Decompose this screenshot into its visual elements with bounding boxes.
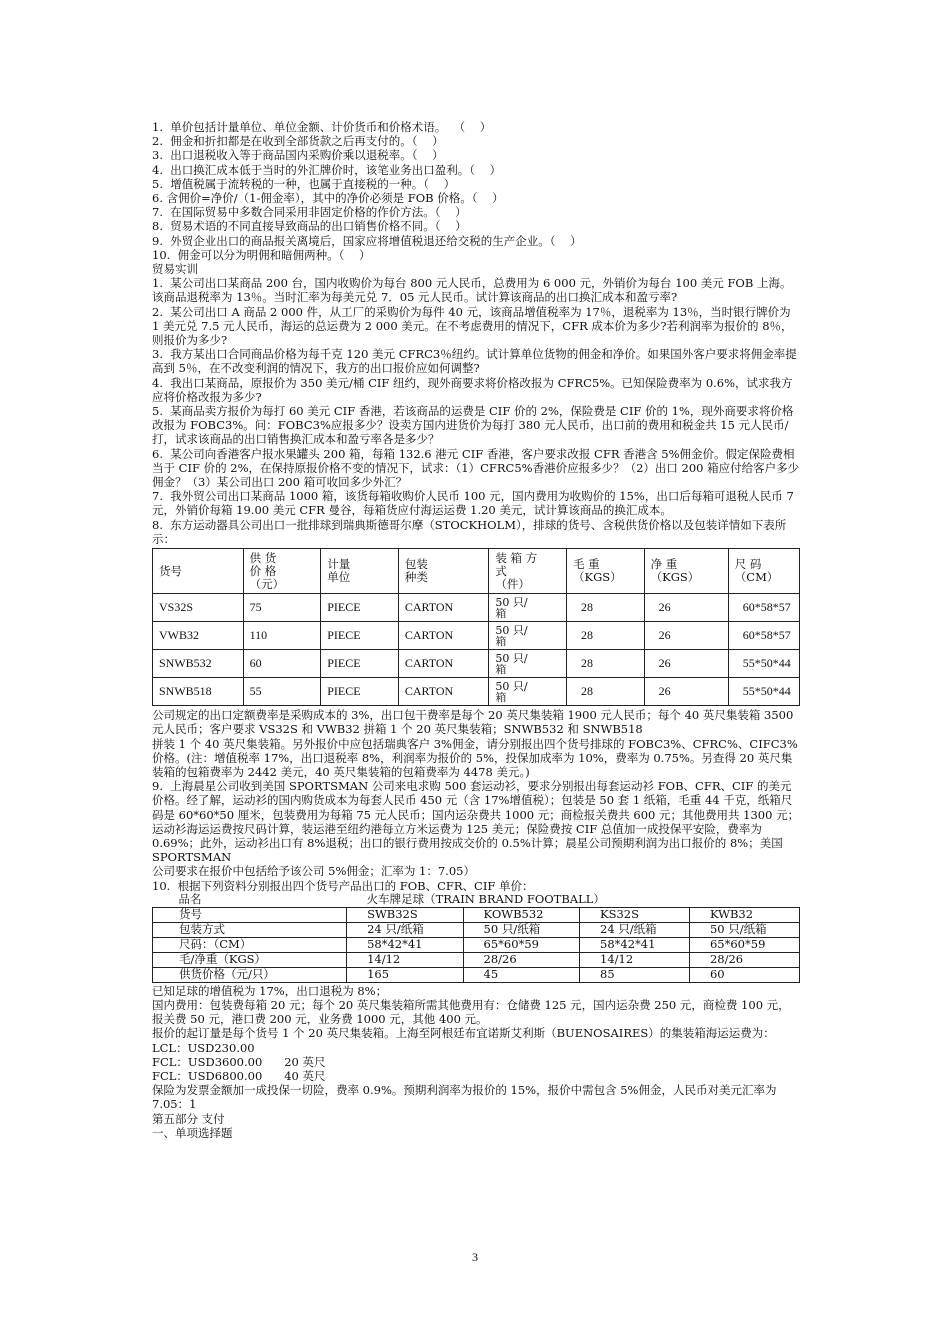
text-line: 第五部分 支付 bbox=[152, 1111, 225, 1126]
table-cell: PIECE bbox=[321, 678, 399, 706]
table-cell: 60 bbox=[243, 650, 321, 678]
text-line: 6. 含佣价=净价/（1-佣金率），其中的净价必须是 FOB 价格。（ ） bbox=[152, 191, 504, 206]
text-line: 8. 贸易术语的不同直接导致商品的出口销售价格不同。（ ） bbox=[152, 219, 467, 234]
table-cell: 65*60*59 bbox=[463, 937, 579, 952]
text-line: 拼装 1 个 40 英尺集装箱。另外报价中应包括瑞典客户 3%佣金，请分别报出四个货号排球的 FOBC3%、CFRC%、CIFC3%价格。(注：增值税率 17%，出口退税率 8%，利润率为报价的 5%，投保加成率为 10%，费率为 0.75%。另查得 20 英尺集装箱的包箱费率为 2442 美元，40 英尺集装箱的包箱费率为 4478 美元。) bbox=[152, 736, 798, 779]
table-row bbox=[153, 922, 800, 937]
table-cell: 28 bbox=[567, 678, 645, 706]
table-cell: 55 bbox=[243, 678, 321, 706]
text-line: 报价的起订量是每个货号 1 个 20 英尺集装箱。上海至阿根廷布宜诺斯艾利斯（BUENOSAIRES）的集装箱海运运费为： bbox=[152, 1026, 775, 1041]
table-cell: 45 bbox=[463, 967, 579, 982]
table-header-cell: 供 货 价 格 （元） bbox=[243, 549, 321, 594]
table-cell: CARTON bbox=[398, 678, 489, 706]
text-line: 3. 出口退税收入等于商品国内采购价乘以退税率。（ ） bbox=[152, 148, 444, 163]
table-header-cell: 包装 种类 bbox=[398, 549, 489, 594]
table-cell: 26 bbox=[644, 650, 728, 678]
text-line: FCL：USD6800.00 40 英尺 bbox=[152, 1068, 326, 1083]
text-line: 2. 某公司出口 A 商品 2 000 件，从工厂的采购价为每件 40 元，该商品增值税率为 17％，退税率为 13％，当时银行牌价为 1 美元兑 7.5 元人民币，海运的总运费为 2 000 美元。在不考虑费用的情况下，CFR 成本价为多少?若利润率为报价的 8％，则报价为多少? bbox=[152, 304, 795, 348]
text-line: 5. 增值税属于流转税的一种，也属于直接税的一种。（ ） bbox=[152, 176, 456, 191]
table-cell: CARTON bbox=[398, 594, 489, 622]
table-cell: 50 只/ 箱 bbox=[489, 650, 567, 678]
table-header-cell: 货号 bbox=[153, 549, 244, 594]
document-page bbox=[152, 120, 800, 1140]
table-row bbox=[153, 952, 800, 967]
table-cell: 60 bbox=[689, 967, 799, 982]
table-header-cell: 装 箱 方 式 （件） bbox=[489, 549, 567, 594]
table-cell: VS32S bbox=[153, 594, 244, 622]
table-cell: 55*50*44 bbox=[728, 650, 799, 678]
table-header-cell: 计量 单位 bbox=[321, 549, 399, 594]
table-row bbox=[153, 650, 800, 678]
table-cell: 14/12 bbox=[580, 952, 690, 967]
table-cell: 24 只/纸箱 bbox=[347, 922, 463, 937]
text-line: 已知足球的增值税为 17%，出口退税为 8%； bbox=[152, 983, 388, 998]
table-row bbox=[153, 622, 800, 650]
table-cell: 26 bbox=[644, 622, 728, 650]
table-header-cell: 尺 码 （CM） bbox=[728, 549, 799, 594]
table-cell: 85 bbox=[580, 967, 690, 982]
text-line: 公司要求在报价中包括给予该公司 5%佣金；汇率为 1：7.05） bbox=[152, 864, 475, 879]
table-cell: CARTON bbox=[398, 650, 489, 678]
text-line: 9. 上海晨星公司收到美国 SPORTSMAN 公司来电求购 500 套运动衫，要求分别报出每套运动衫 FOB、CFR、CIF 的美元价格。经了解，运动衫的国内购货成本为每套人民币 450 元（含 17%增值税）；包装是 50 套 1 纸箱，毛重 44 千克，纸箱尺码是 60*60*50 厘米，包装费用为每箱 75 元人民币；国内运杂费共 1000 元；商检报关费共 600 元；其他费用共 1300 元；运动衫海运运费按尺码计算，装运港至纽约港每立方米运费为 125 美元；保险费按 CIF 总值加一成投保平安险，费率为 0.69%；此外，运动衫出口有 8%退税；出口的银行费用按成交价的 0.5%计算；晨星公司预期利润为出口报价的 8%；美国 SPORTSMAN bbox=[152, 779, 800, 865]
questions-block-c bbox=[152, 984, 800, 1140]
text-line: 5. 某商品卖方报价为每打 60 美元 CIF 香港，若该商品的运费是 CIF 价的 2%，保险费是 CIF 价的 1%，现外商要求将价格改报为 FOBC3%。问：FOBC3%应报多少？设卖方国内进货价为每打 380 元人民币，出口前的费用和税金共 15 元人民币/打，试求该商品的出口销售换汇成本和盈亏率各是多少？ bbox=[152, 404, 794, 447]
table-cell: 50 只/纸箱 bbox=[689, 922, 799, 937]
table-cell: 50 只/ 箱 bbox=[489, 594, 567, 622]
table-cell: 包装方式 bbox=[153, 922, 347, 937]
text-line: 保险为发票金额加一成投保一切险，费率 0.9%。预期利润率为报价的 15%，报价中需包含 5%佣金，人民币对美元汇率为 7.05：1 bbox=[152, 1083, 781, 1112]
table-cell: 65*60*59 bbox=[689, 937, 799, 952]
table-cell: SWB32S bbox=[347, 907, 463, 922]
table-row bbox=[153, 937, 800, 952]
table-cell: 58*42*41 bbox=[347, 937, 463, 952]
football-spec-table bbox=[152, 893, 800, 983]
table-cell: 60*58*57 bbox=[728, 594, 799, 622]
table-cell: KS32S bbox=[580, 907, 690, 922]
text-line: 7. 我外贸公司出口某商品 1000 箱，该货每箱收购价人民币 100 元，国内费用为收购价的 15%，出口后每箱可退税人民币 7 元，外销价每箱 19.00 美元 CFR 曼谷，每箱货应付海运运费 1.20 美元，试计算该商品的换汇成本。 bbox=[152, 489, 798, 518]
table-cell: PIECE bbox=[321, 650, 399, 678]
table-cell: 28 bbox=[567, 622, 645, 650]
table-row bbox=[153, 678, 800, 706]
table-row bbox=[153, 594, 800, 622]
questions-block-a bbox=[152, 120, 800, 546]
table-header-cell: 毛 重 （KGS） bbox=[567, 549, 645, 594]
table-cell: 110 bbox=[243, 622, 321, 650]
table-cell: 供货价格（元/只） bbox=[153, 967, 347, 982]
text-line: 10. 佣金可以分为明佣和暗佣两种。（ ） bbox=[152, 247, 371, 262]
text-line: 2. 佣金和折扣都是在收到全部货款之后再支付的。（ ） bbox=[152, 134, 444, 149]
text-line: 8. 东方运动器具公司出口一批排球到瑞典斯德哥尔摩（STOCKHOLM），排球的货号、含税供货价格以及包装详情如下表所示： bbox=[152, 517, 787, 546]
text-line: 1. 某公司出口某商品 200 台，国内收购价为每台 800 元人民币，总费用为 6 000 元，外销价为每台 100 美元 FOB 上海。该商品退税率为 13％。当时汇率为每美元兑 7．05 元人民币。试计算该商品的出口换汇成本和盈亏率? bbox=[152, 276, 792, 305]
table-cell: 58*42*41 bbox=[580, 937, 690, 952]
table-cell: PIECE bbox=[321, 622, 399, 650]
table-row bbox=[153, 893, 800, 908]
table-cell: PIECE bbox=[321, 594, 399, 622]
text-line: 6. 某公司向香港客户报水果罐头 200 箱，每箱 132.6 港元 CIF 香港，客户要求改报 CFR 香港含 5%佣金价。假定保险费相当于 CIF 价的 2%，在保持原报价格不变的情况下，试求：（1）CFRC5%香港价应报多少？（2）出口 200 箱应付给客户多少佣金？（3）某公司出口 200 箱可收回多少外汇？ bbox=[152, 446, 800, 490]
table-cell: 60*58*57 bbox=[728, 622, 799, 650]
table-cell: 28/26 bbox=[689, 952, 799, 967]
table-cell: 28/26 bbox=[463, 952, 579, 967]
table-cell: 50 只/ 箱 bbox=[489, 622, 567, 650]
text-line: 国内费用：包装费每箱 20 元；每个 20 英尺集装箱所需其他费用有：仓储费 125 元，国内运杂费 250 元，商检费 100 元，报关费 50 元，港口费 200 元，业务费 1000 元，其他 400 元。 bbox=[152, 997, 790, 1027]
text-line: 9. 外贸企业出口的商品报关离境后，国家应将增值税退还给交税的生产企业。（ ） bbox=[152, 233, 582, 248]
table-row bbox=[153, 967, 800, 982]
table-cell: 55*50*44 bbox=[728, 678, 799, 706]
table-header-cell: 净 重 （KGS） bbox=[644, 549, 728, 594]
text-line: 1. 单价包括计量单位、单位金额、计价货币和价格术语。 （ ） bbox=[152, 120, 492, 134]
text-line: 一、单项选择题 bbox=[152, 1125, 233, 1140]
table-cell: 26 bbox=[644, 594, 728, 622]
questions-block-b bbox=[152, 708, 800, 893]
table-cell: 火车牌足球（TRAIN BRAND FOOTBALL） bbox=[347, 893, 800, 908]
table-cell: SNWB532 bbox=[153, 650, 244, 678]
volleyball-spec-table bbox=[152, 548, 800, 706]
table-cell: 14/12 bbox=[347, 952, 463, 967]
table-cell: 26 bbox=[644, 678, 728, 706]
table-cell: 毛/净重（KGS） bbox=[153, 952, 347, 967]
text-line: 3. 我方某出口合同商品价格为每千克 120 美元 CFRC3％纽约。试计算单位货物的佣金和净价。如果国外客户要求将佣金率提高到 5％，在不改变利润的情况下，我方的出口报价应如何调整? bbox=[152, 347, 797, 376]
table-cell: 165 bbox=[347, 967, 463, 982]
table-cell: 货号 bbox=[153, 907, 347, 922]
text-line: 4. 我出口某商品，原报价为 350 美元/桶 CIF 纽约，现外商要求将价格改报为 CFRC5%。已知保险费率为 0.6%，试求我方应将价格改报为多少? bbox=[152, 375, 793, 404]
table-cell: 75 bbox=[243, 594, 321, 622]
text-line: 贸易实训 bbox=[152, 262, 198, 277]
table-cell: SNWB518 bbox=[153, 678, 244, 706]
text-line: 4. 出口换汇成本低于当时的外汇牌价时，该笔业务出口盈利。（ ） bbox=[152, 162, 502, 177]
table-cell: VWB32 bbox=[153, 622, 244, 650]
table-cell: 28 bbox=[567, 594, 645, 622]
text-line: 公司规定的出口定额费率是采购成本的 3%，出口包干费率是每个 20 英尺集装箱 1900 元人民币；每个 40 英尺集装箱 3500 元人民币；客户要求 VS32S 和 VWB32 拼箱 1 个 20 英尺集装箱；SNWB532 和 SNWB518 bbox=[152, 708, 797, 737]
table-cell: CARTON bbox=[398, 622, 489, 650]
table-cell: 28 bbox=[567, 650, 645, 678]
table-cell: 尺码：（CM） bbox=[153, 937, 347, 952]
table-cell: 品名 bbox=[153, 893, 347, 908]
text-line: FCL：USD3600.00 20 英尺 bbox=[152, 1054, 326, 1069]
table-cell: KOWB532 bbox=[463, 907, 579, 922]
table-cell: 24 只/纸箱 bbox=[580, 922, 690, 937]
table-row bbox=[153, 907, 800, 922]
text-line: 10. 根据下列资料分别报出四个货号产品出口的 FOB、CFR、CIF 单价： bbox=[152, 878, 534, 893]
table-cell: KWB32 bbox=[689, 907, 799, 922]
text-line: LCL：USD230.00 bbox=[152, 1040, 255, 1055]
text-line: 7. 在国际贸易中多数合同采用非固定价格的作价方法。（ ） bbox=[152, 205, 467, 220]
table-cell: 50 只/纸箱 bbox=[463, 922, 579, 937]
page-number: 3 bbox=[472, 1250, 478, 1264]
table-cell: 50 只/ 箱 bbox=[489, 678, 567, 706]
